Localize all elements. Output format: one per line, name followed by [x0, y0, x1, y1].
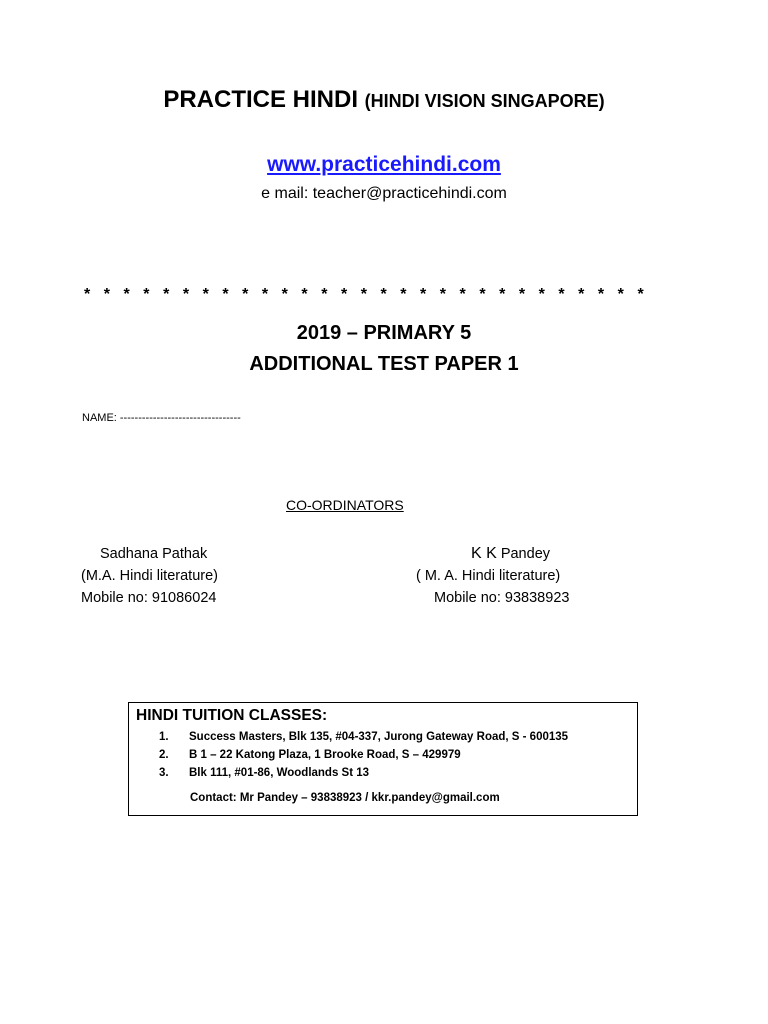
coordinator-left-mobile: Mobile no: 91086024 — [81, 590, 217, 606]
list-item-number: 3. — [159, 767, 169, 779]
coordinator-right-surname: Pandey — [496, 546, 551, 562]
star-separator — [84, 286, 644, 304]
separator-star: * — [637, 286, 644, 303]
name-field-line: NAME: --------------------------------- — [82, 412, 241, 424]
coordinator-right-initials: K K — [471, 545, 497, 562]
list-item — [136, 728, 630, 746]
separator-star: * — [459, 286, 466, 303]
paper-year-line: 2019 – PRIMARY 5 — [296, 322, 472, 344]
tuition-contact: Contact: Mr Pandey – 93838923 / kkr.pandey@gmail.com — [190, 792, 500, 804]
coordinators-heading: CO-ORDINATORS — [286, 497, 404, 513]
separator-star: * — [222, 286, 229, 303]
separator-star: * — [123, 286, 130, 303]
title-sub: (HINDI VISION SINGAPORE) — [364, 91, 605, 111]
separator-star: * — [261, 286, 269, 303]
email-text: e mail: teacher@practicehindi.com — [261, 185, 507, 202]
separator-star: * — [84, 286, 91, 303]
tuition-heading: HINDI TUITION CLASSES: — [136, 707, 328, 724]
list-item-text: B 1 – 22 Katong Plaza, 1 Brooke Road, S – 429979 — [189, 749, 461, 761]
website-link[interactable]: www.practicehindi.com — [267, 153, 501, 176]
coordinator-right-mobile: Mobile no: 93838923 — [434, 590, 570, 606]
list-item — [136, 764, 630, 782]
coordinator-right-name — [416, 543, 569, 565]
separator-star: * — [420, 286, 427, 303]
separator-star: * — [182, 286, 190, 303]
separator-star: * — [103, 286, 110, 303]
separator-star: * — [558, 286, 565, 303]
title-main: PRACTICE HINDI — [163, 86, 358, 113]
website-line — [0, 153, 768, 177]
list-item-number: 2. — [159, 749, 169, 761]
separator-star: * — [479, 286, 486, 303]
tuition-classes-box — [128, 702, 638, 816]
separator-star: * — [617, 286, 624, 303]
separator-star: * — [400, 286, 407, 303]
paper-title: ADDITIONAL TEST PAPER 1 — [249, 353, 519, 375]
separator-star: * — [163, 286, 170, 303]
list-item — [136, 746, 630, 764]
separator-star: * — [518, 286, 526, 303]
list-item-text: Blk 111, #01-86, Woodlands St 13 — [189, 767, 370, 779]
separator-star: * — [143, 286, 150, 303]
separator-star: * — [578, 286, 585, 303]
coordinator-right-qualification: ( M. A. Hindi literature) — [416, 568, 561, 584]
separator-star: * — [380, 286, 387, 303]
separator-star: * — [538, 286, 545, 303]
coordinator-left-name: Sadhana Pathak — [100, 546, 208, 562]
separator-star: * — [242, 286, 249, 303]
separator-star: * — [321, 286, 328, 303]
list-item-number: 1. — [159, 731, 169, 743]
separator-star: * — [360, 286, 367, 303]
separator-star: * — [281, 286, 288, 303]
coordinator-left-qualification: (M.A. Hindi literature) — [81, 568, 218, 584]
coordinator-left — [81, 543, 218, 609]
list-item-text: Success Masters, Blk 135, #04-337, Jurong Gateway Road, S - 600135 — [189, 731, 569, 743]
separator-star: * — [202, 286, 209, 303]
page-title — [0, 86, 768, 114]
separator-star: * — [340, 286, 348, 303]
coordinator-right — [416, 543, 569, 609]
separator-star: * — [301, 286, 308, 303]
separator-star: * — [597, 286, 605, 303]
tuition-list — [136, 728, 630, 782]
separator-star: * — [439, 286, 447, 303]
separator-star: * — [499, 286, 506, 303]
